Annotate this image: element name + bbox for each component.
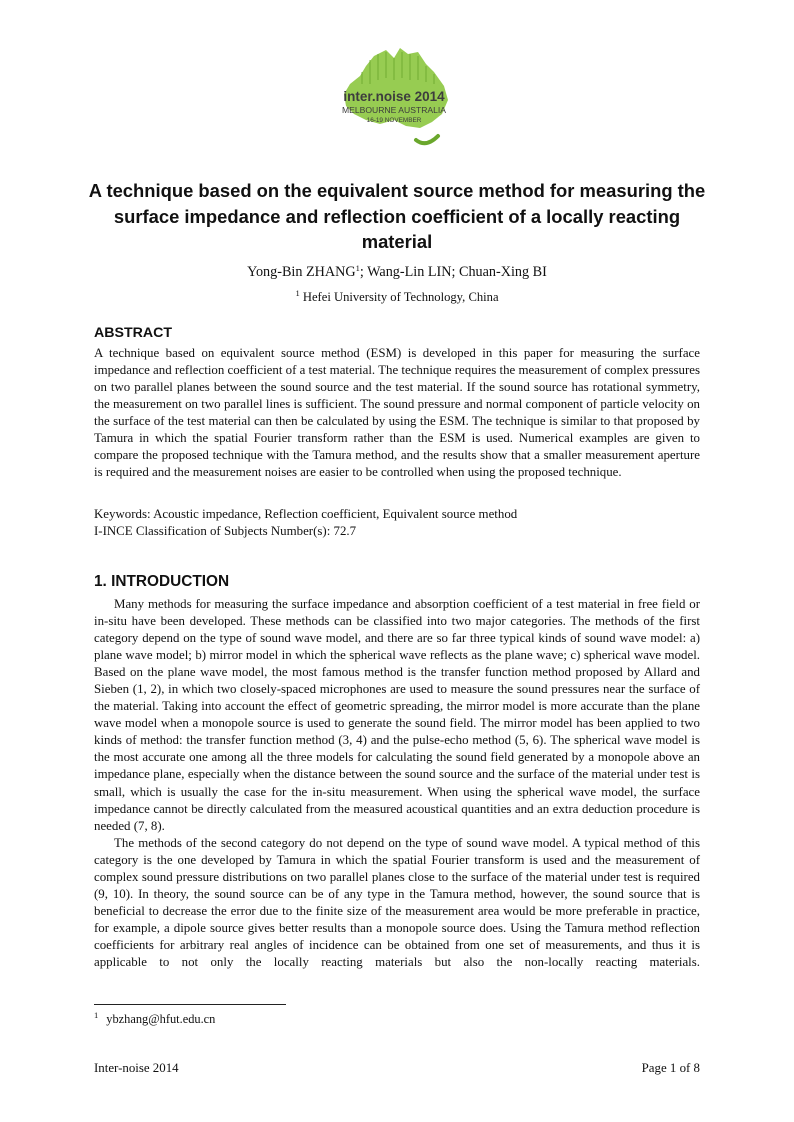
first-author: Yong-Bin ZHANG [247, 264, 356, 280]
other-authors: ; Wang-Lin LIN; Chuan-Xing BI [359, 264, 547, 280]
footnote [94, 1012, 215, 1027]
logo-line1: inter.noise 2014 [343, 89, 445, 104]
affiliation-mark: 1 [295, 288, 300, 298]
introduction-paragraph: Many methods for measuring the surface impedance and absorption coefficient of a test material in free field or in-situ have been developed. These methods can be classified into two major categories. The methods of the first category depend on the type of sound wave model, and there are so far three typical kinds of sound wave model: a) plane wave model; b) mirror model in which the spherical wave reflects as the plane wave; c) spherical wave model. Based on the plane wave model, the most famous method is the transfer function method proposed by Allard and Sieben (1, 2), in which two closely-spaced microphones are used to measure the sound pressures near the surface of the material. Taking into account the effect of geometric spreading, the mirror model is more accurate than the plane wave model when a monopole source is used to generate the sound field. The mirror model has been applied to two kinds of method: the transfer function method (3, 4) and the pulse-echo method (5, 6). The spherical wave model is the most accurate one among all the three models for calculating the sound field generated by a monopole above an impedance plane, especially when the distance between the sound source and the surface of the material under test is small, which is usually the case for the in-situ measurement. When using the spherical wave model, the surface impedance cannot be directly calculated from the measured acoustical quantities and an extra deduction procedure is needed (7, 8). [94, 597, 700, 833]
introduction-paragraph: The methods of the second category do not depend on the type of sound wave model. A typical method of this category is the one developed by Tamura in which the spatial Fourier transform is used and the measurement of complex sound pressure distributions on two parallel planes close to the surface of the material under test is required (9, 10). In theory, the sound source can be of any type in the Tamura method, however, the sound source that is beneficial to decrease the error due to the finite size of the measurement area would be more preferable in practice, for example, a dipole source gives better results than a monopole source does. Using the Tamura method reflection coefficients for arbitrary real angles of incidence can be obtained from one set of measurements, and thus it is applicable to not only the locally reacting materials but also the non-locally reacting materials. [94, 836, 700, 970]
author-list [94, 264, 700, 281]
footnote-divider [94, 1004, 286, 1005]
footnote-email[interactable]: ybzhang@hfut.edu.cn [106, 1012, 216, 1026]
footer-conference: Inter-noise 2014 [94, 1061, 179, 1075]
affiliation-text: Hefei University of Technology, China [302, 290, 499, 304]
affiliation [94, 290, 700, 305]
conference-logo [334, 44, 454, 160]
footer-page-number: Page 1 of 8 [641, 1061, 700, 1075]
logo-line3: 16-19 NOVEMBER [366, 117, 422, 124]
author-affiliation-mark: 1 [355, 263, 360, 273]
abstract-text: A technique based on equivalent source method (ESM) is developed in this paper for measuring the surface impedance and reflection coefficient of a test material. The technique requires the measurement of complex pressures on two parallel planes between the sound source and the test material. If the sound source has rotational symmetry, the measurement on two parallel lines is sufficient. The sound pressure and normal component of particle velocity on the surface of the test material can then be calculated by using the ESM. The technique is similar to that proposed by Tamura in which the spatial Fourier transform rather than the ESM is used. Numerical examples are given to compare the proposed technique with the Tamura method, and the results show that a smaller measurement aperture is required and the measurement noises are easier to be controlled when using the proposed technique. [94, 346, 700, 480]
abstract-heading: ABSTRACT [94, 325, 173, 341]
logo-line2: MELBOURNE AUSTRALIA [341, 105, 447, 115]
australia-map-logo [334, 44, 454, 160]
keywords: Keywords: Acoustic impedance, Reflection coefficient, Equivalent source method [94, 507, 518, 521]
introduction-heading: 1. INTRODUCTION [94, 573, 230, 590]
classification: I-INCE Classification of Subjects Number(s): 72.7 [94, 524, 357, 538]
paper-title: A technique based on the equivalent source method for measuring the surface impedance and reflection coefficient of a locally reacting material [88, 180, 706, 252]
footnote-mark: 1 [94, 1010, 99, 1020]
